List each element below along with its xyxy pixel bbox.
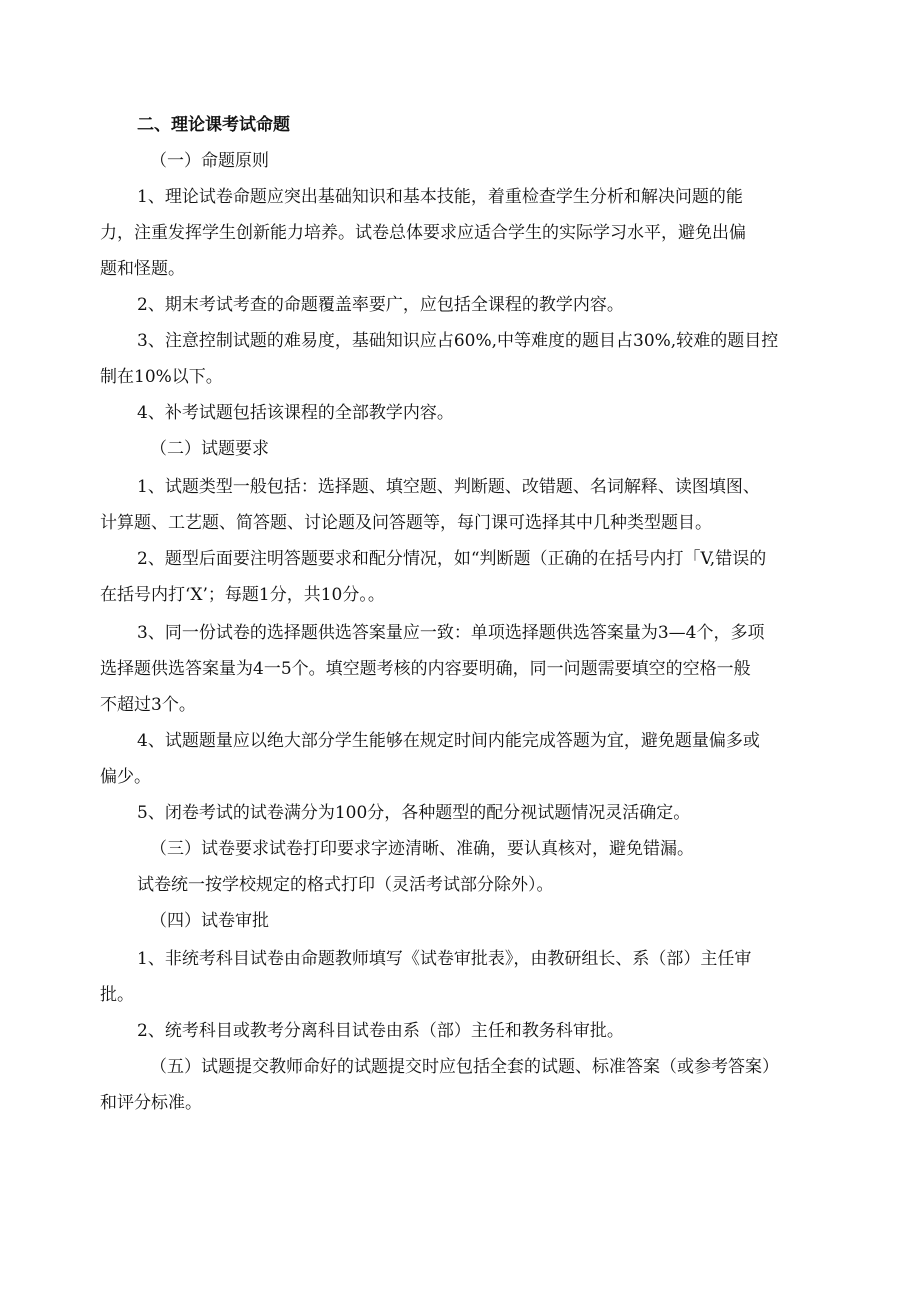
subsection-heading: （一）命题原则 [150, 151, 269, 171]
paragraph-line: 不超过3个。 [100, 695, 196, 715]
paragraph-line: 3、同一份试卷的选择题供选答案量应一致：单项选择题供选答案量为3—4个，多项 [137, 623, 765, 643]
paragraph-line: 计算题、工艺题、简答题、讨论题及问答题等，每门课可选择其中几种类型题目。 [100, 513, 712, 533]
paragraph-line: 1、理论试卷命题应突出基础知识和基本技能，着重检查学生分析和解决问题的能 [137, 187, 743, 207]
paragraph-line: 试卷统一按学校规定的格式打印（灵活考试部分除外）。 [137, 875, 554, 895]
paragraph-line: 在括号内打‘X’；每题1分，共10分。。 [100, 585, 385, 605]
paragraph-line: 制在10%以下。 [100, 367, 223, 387]
paragraph-line: （三）试卷要求试卷打印要求字迹清晰、准确，要认真核对，避免错漏。 [150, 839, 694, 859]
paragraph-line: 3、注意控制试题的难易度，基础知识应占60%,中等难度的题目占30%,较难的题目控 [137, 331, 779, 351]
subsection-heading: （四）试卷审批 [150, 911, 269, 931]
paragraph-line: 1、非统考科目试卷由命题教师填写《试卷审批表》，由教研组长、系（部）主任审 [137, 949, 752, 969]
paragraph-line: 4、试题题量应以绝大部分学生能够在规定时间内能完成答题为宜，避免题量偏多或 [137, 731, 760, 751]
paragraph-line: 2、期末考试考查的命题覆盖率要广，应包括全课程的教学内容。 [137, 295, 624, 315]
paragraph-line: 5、闭卷考试的试卷满分为100分，各种题型的配分视试题情况灵活确定。 [137, 803, 691, 823]
paragraph-line: 2、统考科目或教考分离科目试卷由系（部）主任和教务科审批。 [137, 1021, 624, 1041]
paragraph-line: 和评分标准。 [100, 1093, 202, 1113]
paragraph-line: 2、题型后面要注明答题要求和配分情况，如“判断题（正确的在括号内打「V,错误的 [137, 549, 767, 569]
paragraph-line: 批。 [100, 985, 134, 1005]
paragraph-line: 1、试题类型一般包括：选择题、填空题、判断题、改错题、名词解释、读图填图、 [137, 477, 760, 497]
paragraph-line: 4、补考试题包括该课程的全部教学内容。 [137, 403, 454, 423]
paragraph-line: 力，注重发挥学生创新能力培养。试卷总体要求应适合学生的实际学习水平，避免出偏 [100, 223, 746, 243]
paragraph-line: 选择题供选答案量为4一5个。填空题考核的内容要明确，同一问题需要填空的空格一般 [100, 659, 751, 679]
paragraph-line: 偏少。 [100, 767, 151, 787]
paragraph-line: 题和怪题。 [100, 259, 185, 279]
paragraph-line: （五）试题提交教师命好的试题提交时应包括全套的试题、标准答案（或参考答案） [150, 1057, 779, 1077]
section-title: 二、理论课考试命题 [137, 115, 290, 135]
subsection-heading: （二）试题要求 [150, 439, 269, 459]
